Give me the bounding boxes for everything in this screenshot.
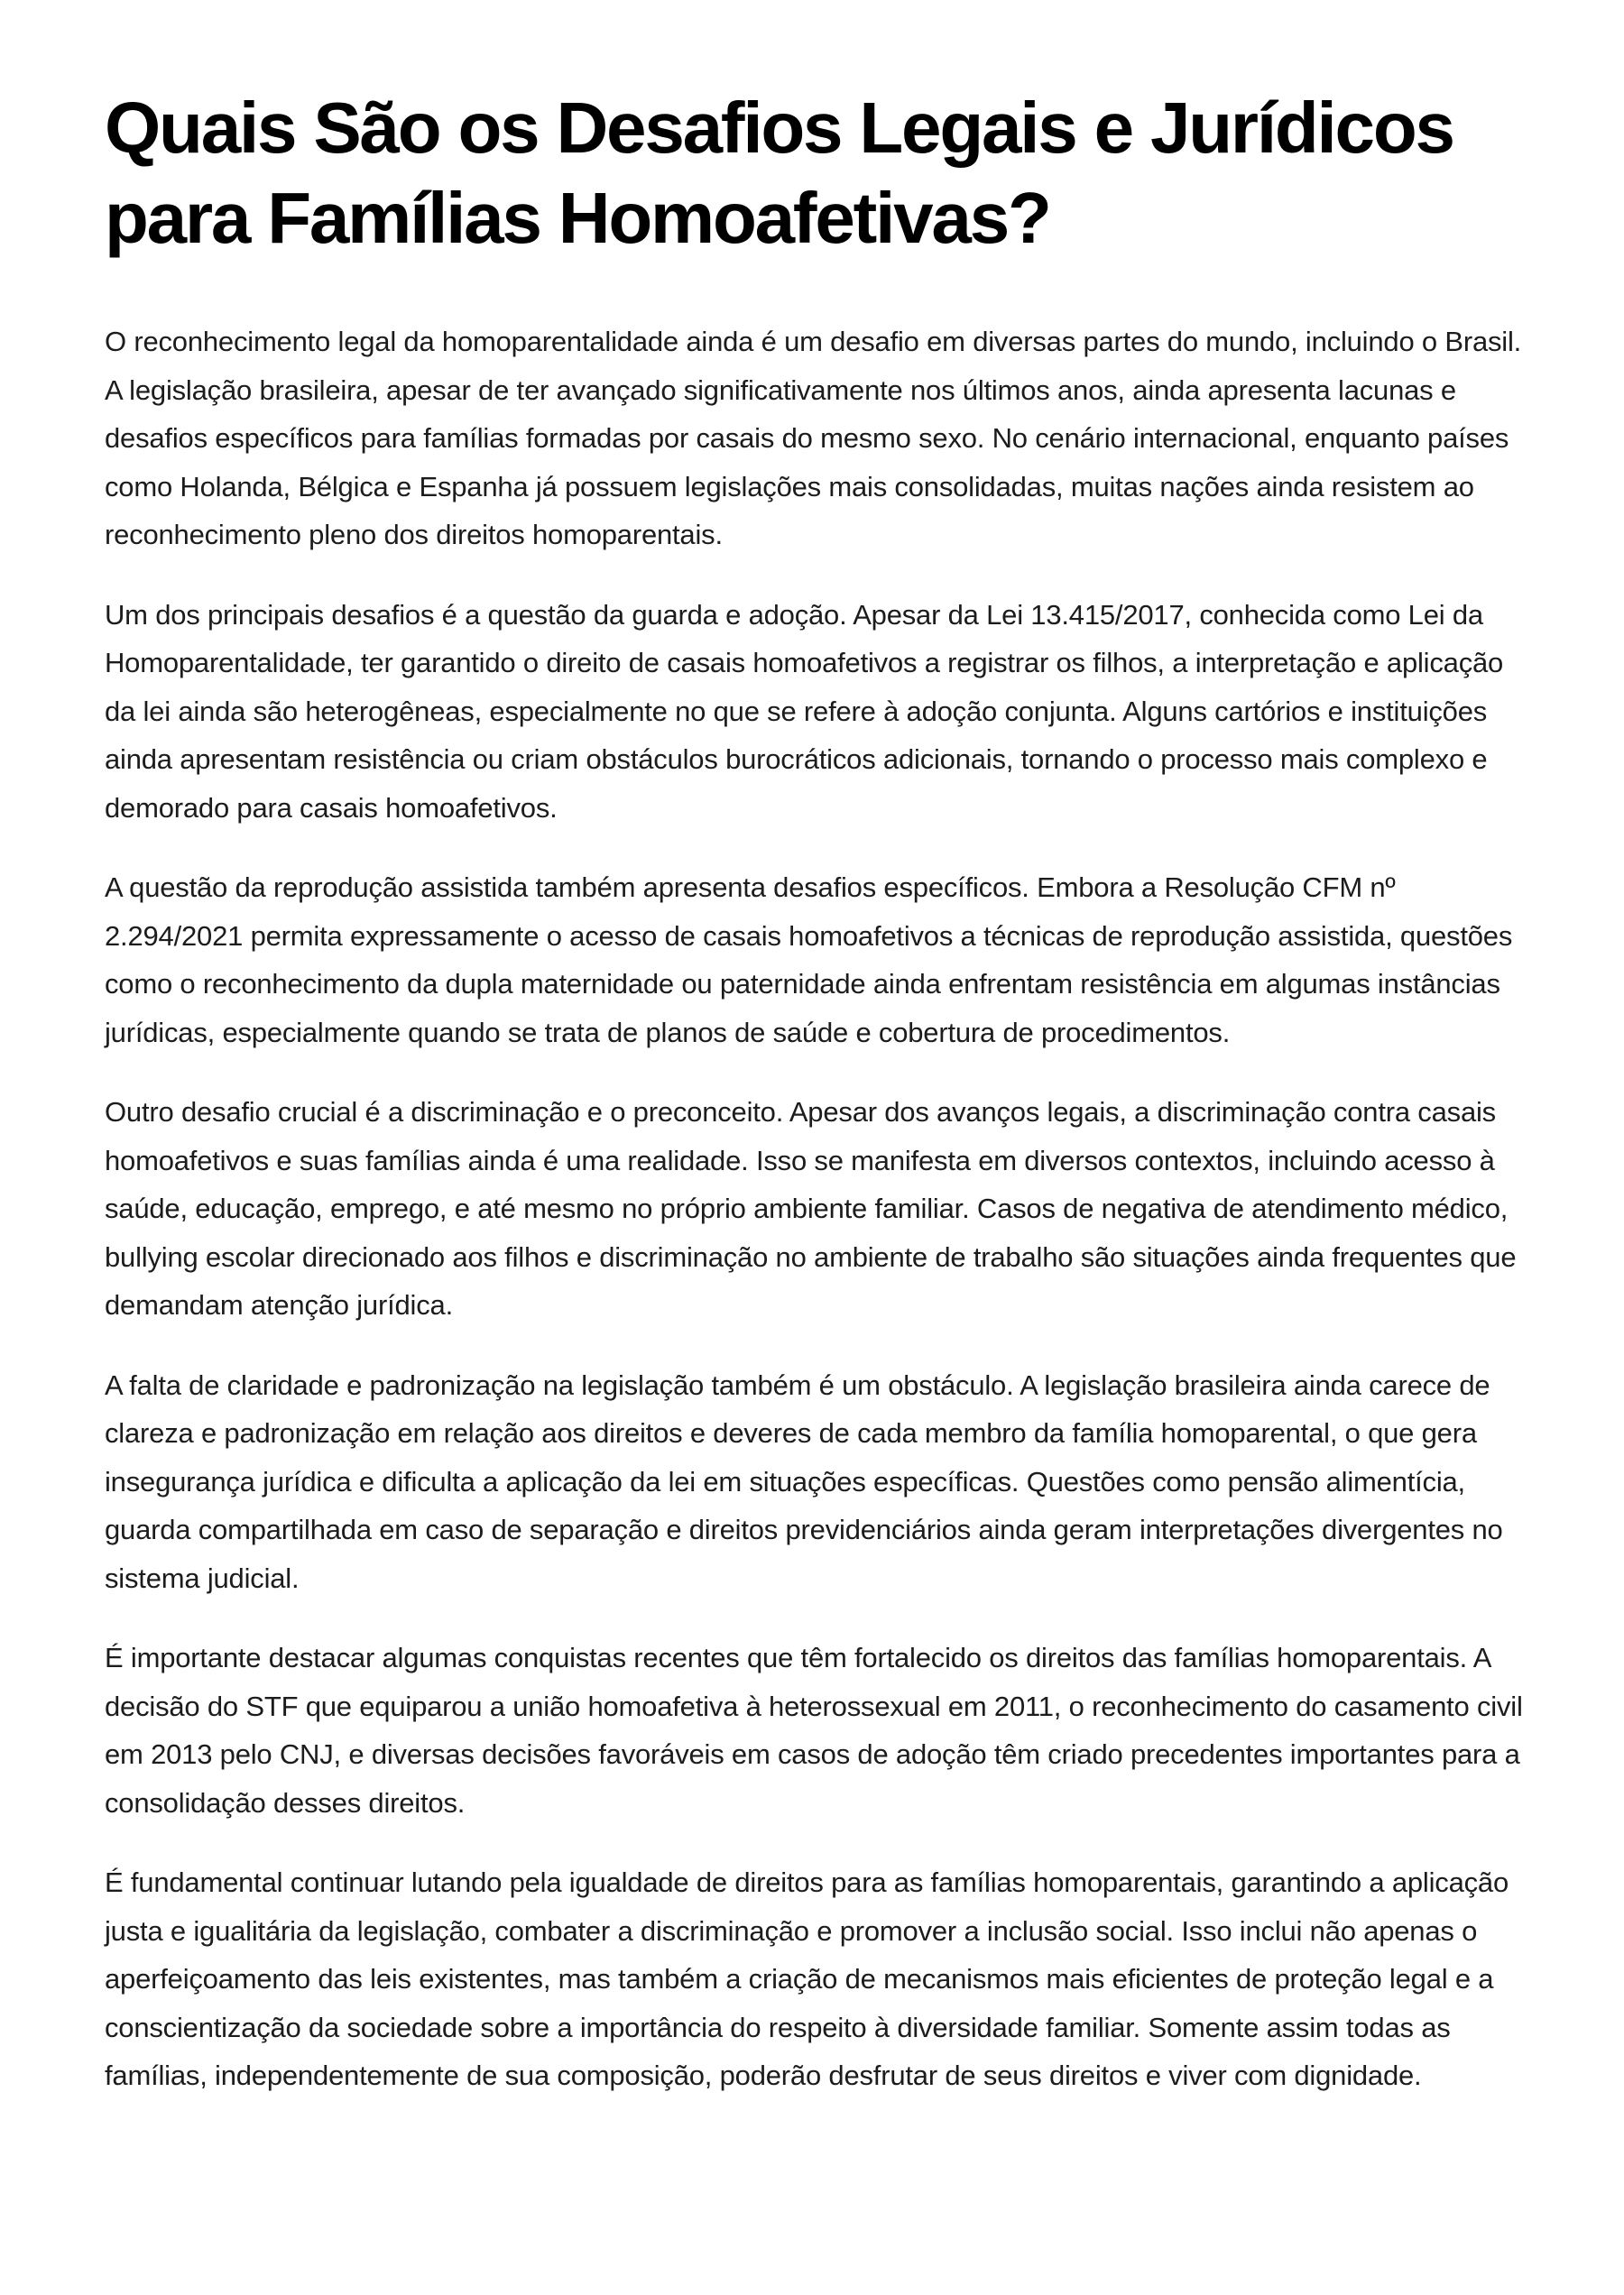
- paragraph-5: A falta de claridade e padronização na legislação também é um obstáculo. A legislação brasileira ainda carece de clareza e padronização em relação aos direitos e deveres de cada membro da família homoparental, o que gera insegurança jurídica e dificulta a aplicação da lei em situações específicas. Questões como pensão alimentícia, guarda compartilhada em caso de separação e direitos previdenciários ainda geram interpretações divergentes no sistema judicial.: [105, 1369, 1503, 1594]
- paragraph-3: A questão da reprodução assistida também apresenta desafios específicos. Embora a Resolução CFM nº 2.294/2021 permita expressamente o acesso de casais homoafetivos a técnicas de reprodução assistida, questões como o reconhecimento da dupla maternidade ou paternidade ainda enfrentam resistência em algumas instâncias jurídicas, especialmente quando se trata de planos de saúde e cobertura de procedimentos.: [105, 871, 1513, 1048]
- paragraph-7: É fundamental continuar lutando pela igualdade de direitos para as famílias homoparentais, garantindo a aplicação justa e igualitária da legislação, combater a discriminação e promover a inclusão social. Isso inclui não apenas o aperfeiçoamento das leis existentes, mas também a criação de mecanismos mais eficientes de proteção legal e a conscientização da sociedade sobre a importância do respeito à diversidade familiar. Somente assim todas as famílias, independentemente de sua composição, poderão desfrutar de seus direitos e viver com dignidade.: [105, 1866, 1509, 2091]
- article-body: [105, 318, 1530, 2100]
- page-title: Quais São os Desafios Legais e Jurídicos para Famílias Homoafetivas?: [105, 88, 1453, 258]
- paragraph-2: Um dos principais desafios é a questão da guarda e adoção. Apesar da Lei 13.415/2017, conhecida como Lei da Homoparentalidade, ter garantido o direito de casais homoafetivos a registrar os filhos, a interpretação e aplicação da lei ainda são heterogêneas, especialmente no que se refere à adoção conjunta. Alguns cartórios e instituições ainda apresentam resistência ou criam obstáculos burocráticos adicionais, tornando o processo mais complexo e demorado para casais homoafetivos.: [105, 598, 1504, 824]
- paragraph-6: É importante destacar algumas conquistas recentes que têm fortalecido os direitos das famílias homoparentais. A decisão do STF que equiparou a união homoafetiva à heterossexual em 2011, o reconhecimento do casamento civil em 2013 pelo CNJ, e diversas decisões favoráveis em casos de adoção têm criado precedentes importantes para a consolidação desses direitos.: [105, 1642, 1523, 1819]
- paragraph-4: Outro desafio crucial é a discriminação e o preconceito. Apesar dos avanços legais, a discriminação contra casais homoafetivos e suas famílias ainda é uma realidade. Isso se manifesta em diversos contextos, incluindo acesso à saúde, educação, emprego, e até mesmo no próprio ambiente familiar. Casos de negativa de atendimento médico, bullying escolar direcionado aos filhos e discriminação no ambiente de trabalho são situações ainda frequentes que demandam atenção jurídica.: [105, 1096, 1517, 1321]
- paragraph-1: O reconhecimento legal da homoparentalidade ainda é um desafio em diversas partes do mundo, incluindo o Brasil. A legislação brasileira, apesar de ter avançado significativamente nos últimos anos, ainda apresenta lacunas e desafios específicos para famílias formadas por casais do mesmo sexo. No cenário internacional, enquanto países como Holanda, Bélgica e Espanha já possuem legislações mais consolidadas, muitas nações ainda resistem ao reconhecimento pleno dos direitos homoparentais.: [105, 326, 1522, 550]
- document-page: [105, 83, 1530, 2132]
